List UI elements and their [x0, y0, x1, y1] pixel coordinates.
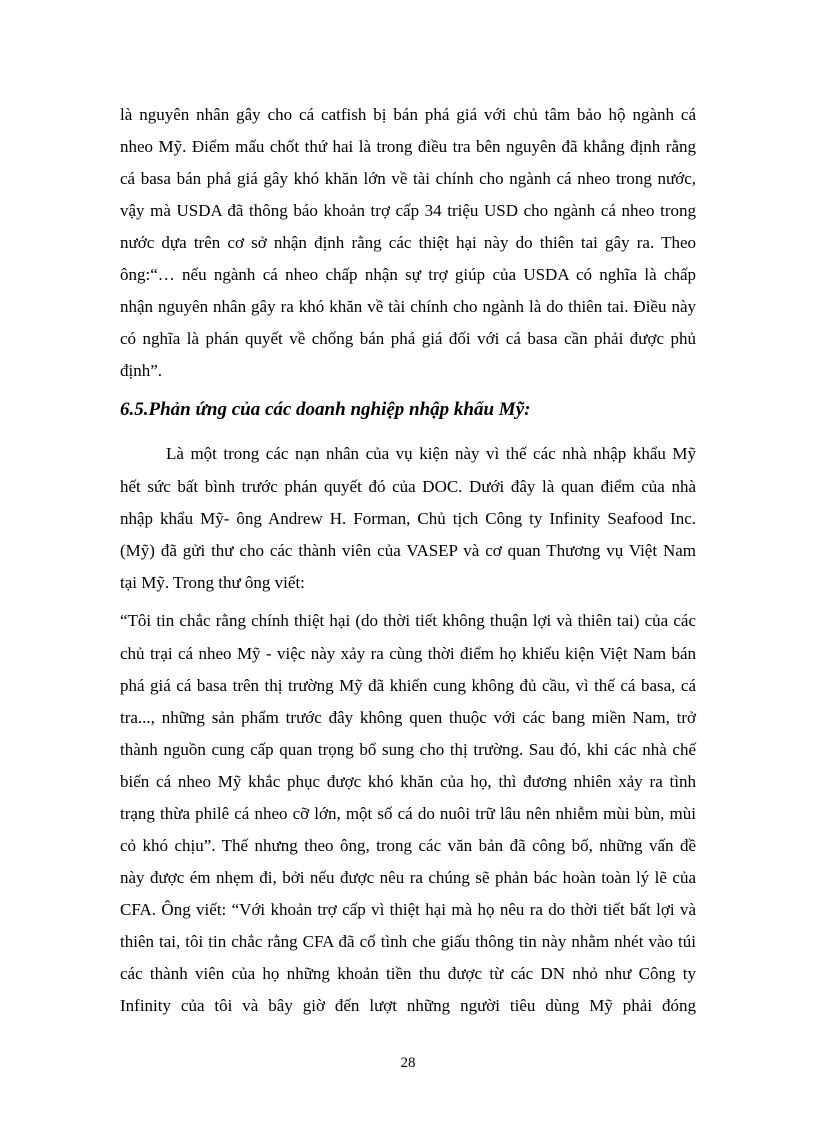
text-line: định”.	[120, 361, 163, 380]
text-line: Infinity của tôi và bây giờ đến lượt những người tiêu dùng Mỹ phải đóng	[120, 996, 696, 1015]
text-line: (Mỹ) đã gửi thư cho các thành viên của VASEP và cơ quan Thương vụ Việt Nam	[120, 541, 696, 560]
text-line: tại Mỹ. Trong thư ông viết:	[120, 573, 305, 592]
text-line: thiên tai, tôi tin chắc rằng CFA đã cố tình che giấu thông tin này nhằm nhét vào túi	[120, 932, 696, 951]
text-line: là nguyên nhân gây cho cá catfish bị bán phá giá với chủ tâm bảo hộ ngành cá	[120, 105, 696, 124]
text-line: cỏ khó chịu”. Thế nhưng theo ông, trong các văn bản đã công bố, những vấn đề	[120, 836, 696, 855]
text-line: hết sức bất bình trước phán quyết đó của DOC. Dưới đây là quan điểm của nhà	[120, 477, 696, 496]
text-line: này được ém nhẹm đi, bởi nếu được nêu ra chúng sẽ phản bác hoàn toàn lý lẽ của	[120, 868, 696, 887]
text-line: chủ trại cá nheo Mỹ - việc này xảy ra cùng thời điểm họ khiếu kiện Việt Nam bán	[120, 644, 696, 663]
text-line: CFA. Ông viết: “Với khoản trợ cấp vì thiệt hại mà họ nêu ra do thời tiết bất lợi và	[120, 900, 696, 919]
text-line: phá giá cá basa trên thị trường Mỹ đã khiến cung không đủ cầu, vì thế cá basa, cá	[120, 676, 696, 695]
text-line: nước dựa trên cơ sở nhận định rằng các thiệt hại này do thiên tai gây ra. Theo	[120, 233, 696, 252]
text-line: vậy mà USDA đã thông báo khoản trợ cấp 34 triệu USD cho ngành cá nheo trong	[120, 201, 696, 220]
text-line: nhận nguyên nhân gây ra khó khăn về tài chính cho ngành là do thiên tai. Điều này	[120, 297, 696, 316]
text-line: ông:“… nếu ngành cá nheo chấp nhận sự trợ giúp của USDA có nghĩa là chấp	[120, 265, 696, 284]
text-line: trạng thừa philê cá nheo cỡ lớn, một số cá do nuôi trữ lâu nên nhiễm mùi bùn, mùi	[120, 804, 696, 823]
text-line: tra..., những sản phẩm trước đây không quen thuộc với các bang miền Nam, trở	[120, 708, 696, 727]
text-line: các thành viên của họ những khoản tiền thu được từ các DN nhỏ như Công ty	[120, 964, 696, 983]
text-line: biến cá nheo Mỹ khắc phục được khó khăn của họ, thì đương nhiên xảy ra tình	[120, 772, 696, 791]
text-line: cá basa bán phá giá gây khó khăn lớn về tài chính cho ngành cá nheo trong nước,	[120, 169, 696, 188]
text-line: nheo Mỹ. Điểm mấu chốt thứ hai là trong điều tra bên nguyên đã khẳng định rằng	[120, 137, 696, 156]
section-heading: 6.5.Phản ứng của các doanh nghiệp nhập khẩu Mỹ:	[120, 399, 531, 420]
text-line: có nghĩa là phán quyết về chống bán phá giá đối với cá basa cần phải được phủ	[120, 329, 696, 348]
text-line: “Tôi tin chắc rằng chính thiệt hại (do thời tiết không thuận lợi và thiên tai) của các	[120, 611, 696, 630]
text-line: thành nguồn cung cấp quan trọng bổ sung cho thị trường. Sau đó, khi các nhà chế	[120, 740, 696, 759]
text-line: Là một trong các nạn nhân của vụ kiện này vì thế các nhà nhập khẩu Mỹ	[166, 444, 696, 463]
text-line: nhập khẩu Mỹ- ông Andrew H. Forman, Chủ tịch Công ty Infinity Seafood Inc.	[120, 509, 696, 528]
page-number: 28	[400, 1055, 416, 1071]
